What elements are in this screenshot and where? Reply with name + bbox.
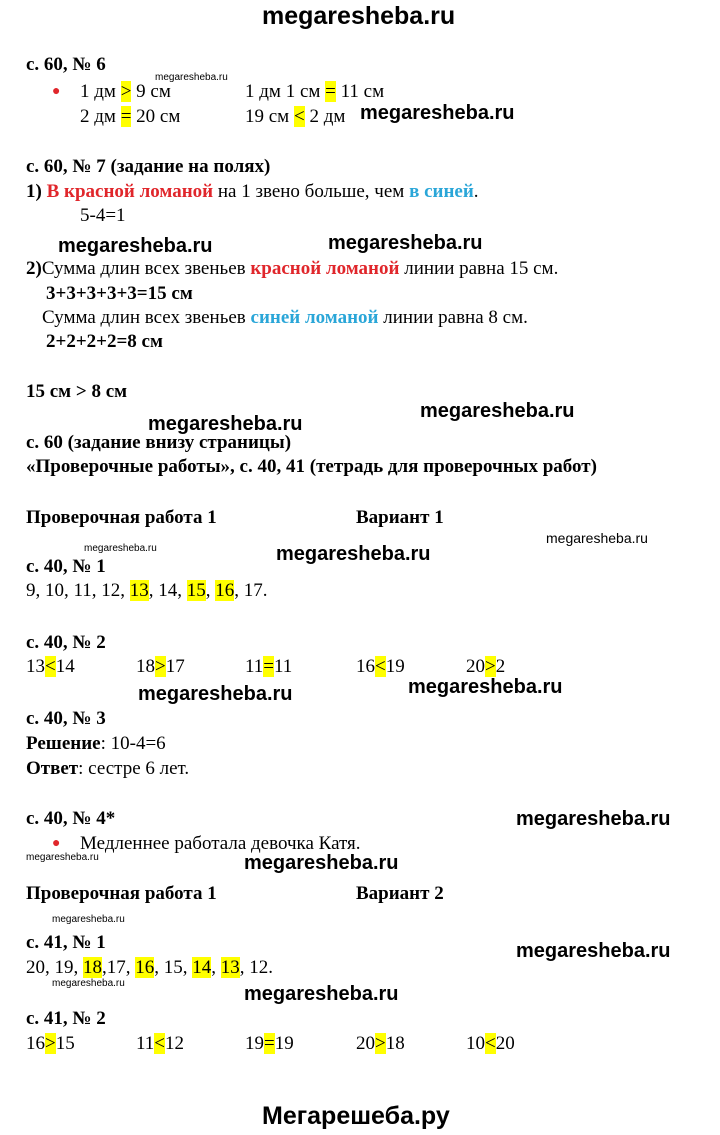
task-7-calc-1: 5-4=1 <box>80 205 126 226</box>
v1-title: Проверочная работа 1 <box>26 507 217 528</box>
v1-n2-item: 16<19 <box>356 656 405 677</box>
heading-s60-n7: с. 60, № 7 (задание на полях) <box>26 156 271 177</box>
v1-variant: Вариант 1 <box>356 507 444 528</box>
watermark-small: megaresheba.ru <box>52 914 125 925</box>
heading-s60-bottom: с. 60 (задание внизу страницы) <box>26 432 292 453</box>
v1-n3-answer: Ответ: сестре 6 лет. <box>26 758 190 779</box>
task-7-calc-3: 2+2+2+2=8 см <box>46 331 163 352</box>
v1-n2-item: 11=11 <box>245 656 293 677</box>
v2-n2-heading: с. 41, № 2 <box>26 1008 106 1029</box>
v2-n2-item: 16>15 <box>26 1033 75 1054</box>
watermark: megaresheba.ru <box>148 413 303 435</box>
v2-variant: Вариант 2 <box>356 883 444 904</box>
v2-title: Проверочная работа 1 <box>26 883 217 904</box>
watermark: megaresheba.ru <box>408 676 563 698</box>
task-7-part-3: Сумма длин всех звеньев синей ломаной линии равна 8 см. <box>42 307 528 328</box>
v1-n3-solution: Решение: 10-4=6 <box>26 733 166 754</box>
watermark-small: megaresheba.ru <box>155 72 228 83</box>
compare-row-1b: 1 дм 1 см = 11 см <box>245 81 385 102</box>
compare-row-2a: 2 дм = 20 см <box>80 106 181 127</box>
watermark: megaresheba.ru <box>546 530 648 546</box>
v1-n1-heading: с. 40, № 1 <box>26 556 106 577</box>
task-7-compare: 15 см > 8 см <box>26 381 128 402</box>
watermark: megaresheba.ru <box>244 983 399 1005</box>
watermark: megaresheba.ru <box>328 232 483 254</box>
v1-n2-item: 18>17 <box>136 656 185 677</box>
bullet-icon: ● <box>52 84 61 99</box>
watermark: megaresheba.ru <box>138 683 293 705</box>
v2-n2-item: 11<12 <box>136 1033 185 1054</box>
watermark: megaresheba.ru <box>516 940 671 962</box>
watermark-small: megaresheba.ru <box>52 978 125 989</box>
watermark-small: megaresheba.ru <box>26 852 99 863</box>
watermark: megaresheba.ru <box>58 235 213 257</box>
v1-n3-heading: с. 40, № 3 <box>26 708 106 729</box>
watermark-bottom: Мегарешеба.ру <box>262 1102 450 1130</box>
watermark: megaresheba.ru <box>244 852 399 874</box>
watermark-top: megaresheba.ru <box>262 2 456 30</box>
watermark: megaresheba.ru <box>360 102 515 124</box>
v1-n4-text: Медленнее работала девочка Катя. <box>80 833 361 854</box>
task-7-calc-2: 3+3+3+3+3=15 см <box>46 283 193 304</box>
watermark: megaresheba.ru <box>516 808 671 830</box>
v2-n2-item: 10<20 <box>466 1033 515 1054</box>
v1-n2-item: 13<14 <box>26 656 75 677</box>
compare-row-2b: 19 см < 2 дм <box>245 106 346 127</box>
heading-s60-n6: с. 60, № 6 <box>26 54 106 75</box>
v2-n2-item: 19=19 <box>245 1033 294 1054</box>
v1-n2-item: 20>2 <box>466 656 506 677</box>
v1-n4-heading: с. 40, № 4* <box>26 808 116 829</box>
v2-n2-item: 20>18 <box>356 1033 405 1054</box>
subheading-checkwork: «Проверочные работы», с. 40, 41 (тетрадь для проверочных работ) <box>26 456 597 477</box>
task-7-part-2: 2)Сумма длин всех звеньев красной ломаной линии равна 15 см. <box>26 258 559 279</box>
watermark-small: megaresheba.ru <box>84 543 157 554</box>
watermark: megaresheba.ru <box>420 400 575 422</box>
v2-n1-sequence: 20, 19, 18,17, 16, 15, 14, 13, 12. <box>26 957 273 978</box>
task-7-part-1: 1) В красной ломаной на 1 звено больше, чем в синей. <box>26 181 479 202</box>
compare-row-1a: 1 дм > 9 см <box>80 81 171 102</box>
watermark: megaresheba.ru <box>276 543 431 565</box>
bullet-icon: ● <box>52 836 61 851</box>
v2-n1-heading: с. 41, № 1 <box>26 932 106 953</box>
v1-n2-heading: с. 40, № 2 <box>26 632 106 653</box>
v1-n1-sequence: 9, 10, 11, 12, 13, 14, 15, 16, 17. <box>26 580 268 601</box>
